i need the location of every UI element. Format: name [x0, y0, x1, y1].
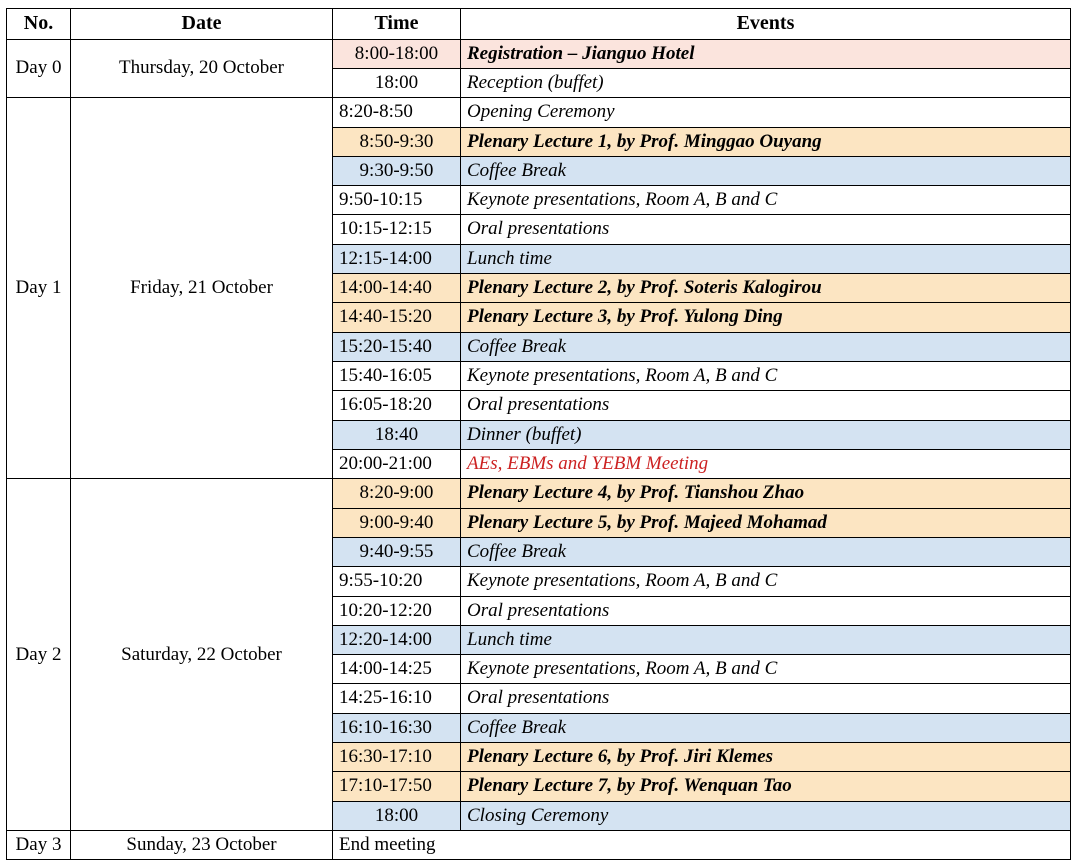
conference-schedule-table	[6, 8, 1071, 860]
event-cell: Coffee Break	[461, 713, 1071, 742]
time-cell: 8:00-18:00	[333, 39, 461, 68]
event-cell: Plenary Lecture 3, by Prof. Yulong Ding	[461, 303, 1071, 332]
event-cell: Registration – Jianguo Hotel	[461, 39, 1071, 68]
time-cell: 14:00-14:25	[333, 655, 461, 684]
event-cell: Oral presentations	[461, 391, 1071, 420]
event-cell: Keynote presentations, Room A, B and C	[461, 655, 1071, 684]
time-cell: 18:00	[333, 801, 461, 830]
event-cell: Coffee Break	[461, 537, 1071, 566]
time-cell: 9:50-10:15	[333, 186, 461, 215]
time-cell: 14:40-15:20	[333, 303, 461, 332]
time-cell: End meeting	[333, 831, 1071, 860]
day-date-cell: Sunday, 23 October	[71, 831, 333, 860]
event-cell: Plenary Lecture 2, by Prof. Soteris Kalogirou	[461, 274, 1071, 303]
column-header-events: Events	[461, 9, 1071, 40]
event-cell: Keynote presentations, Room A, B and C	[461, 362, 1071, 391]
event-cell: Lunch time	[461, 625, 1071, 654]
time-cell: 10:15-12:15	[333, 215, 461, 244]
day-number-cell: Day 0	[7, 39, 71, 98]
time-cell: 14:25-16:10	[333, 684, 461, 713]
event-cell: Coffee Break	[461, 156, 1071, 185]
time-cell: 18:40	[333, 420, 461, 449]
event-cell: Oral presentations	[461, 596, 1071, 625]
time-cell: 9:00-9:40	[333, 508, 461, 537]
event-cell: Reception (buffet)	[461, 68, 1071, 97]
event-cell: Oral presentations	[461, 215, 1071, 244]
day-number-cell: Day 1	[7, 98, 71, 479]
day-date-cell: Thursday, 20 October	[71, 39, 333, 98]
event-cell: Keynote presentations, Room A, B and C	[461, 186, 1071, 215]
time-cell: 16:05-18:20	[333, 391, 461, 420]
time-cell: 9:30-9:50	[333, 156, 461, 185]
table-row	[7, 98, 1071, 127]
event-cell: AEs, EBMs and YEBM Meeting	[461, 449, 1071, 478]
time-cell: 9:40-9:55	[333, 537, 461, 566]
time-cell: 14:00-14:40	[333, 274, 461, 303]
event-cell: Plenary Lecture 4, by Prof. Tianshou Zhao	[461, 479, 1071, 508]
event-cell: Lunch time	[461, 244, 1071, 273]
table-row	[7, 479, 1071, 508]
event-cell: Oral presentations	[461, 684, 1071, 713]
time-cell: 10:20-12:20	[333, 596, 461, 625]
event-cell: Plenary Lecture 6, by Prof. Jiri Klemes	[461, 743, 1071, 772]
time-cell: 8:20-8:50	[333, 98, 461, 127]
table-body	[7, 39, 1071, 860]
time-cell: 8:50-9:30	[333, 127, 461, 156]
day-number-cell: Day 2	[7, 479, 71, 831]
event-cell: Keynote presentations, Room A, B and C	[461, 567, 1071, 596]
event-cell: Plenary Lecture 1, by Prof. Minggao Ouyang	[461, 127, 1071, 156]
time-cell: 12:15-14:00	[333, 244, 461, 273]
table-row	[7, 831, 1071, 860]
time-cell: 20:00-21:00	[333, 449, 461, 478]
time-cell: 16:30-17:10	[333, 743, 461, 772]
event-cell: Plenary Lecture 7, by Prof. Wenquan Tao	[461, 772, 1071, 801]
time-cell: 16:10-16:30	[333, 713, 461, 742]
time-cell: 15:40-16:05	[333, 362, 461, 391]
column-header-date: Date	[71, 9, 333, 40]
time-cell: 15:20-15:40	[333, 332, 461, 361]
time-cell: 9:55-10:20	[333, 567, 461, 596]
event-cell: Coffee Break	[461, 332, 1071, 361]
time-cell: 12:20-14:00	[333, 625, 461, 654]
day-date-cell: Friday, 21 October	[71, 98, 333, 479]
table-header	[7, 9, 1071, 40]
event-cell: Dinner (buffet)	[461, 420, 1071, 449]
table-row	[7, 39, 1071, 68]
day-date-cell: Saturday, 22 October	[71, 479, 333, 831]
column-header-time: Time	[333, 9, 461, 40]
time-cell: 17:10-17:50	[333, 772, 461, 801]
event-cell: Plenary Lecture 5, by Prof. Majeed Mohamad	[461, 508, 1071, 537]
event-cell: Opening Ceremony	[461, 98, 1071, 127]
time-cell: 18:00	[333, 68, 461, 97]
table-header-row	[7, 9, 1071, 40]
column-header-no: No.	[7, 9, 71, 40]
day-number-cell: Day 3	[7, 831, 71, 860]
event-cell: Closing Ceremony	[461, 801, 1071, 830]
time-cell: 8:20-9:00	[333, 479, 461, 508]
